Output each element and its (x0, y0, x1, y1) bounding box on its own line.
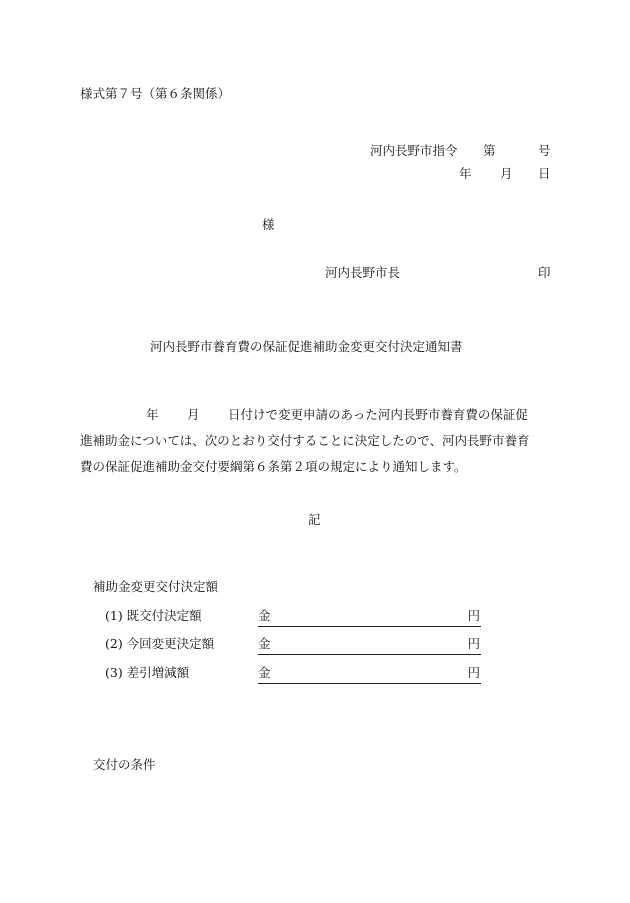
amount-item-label-current-change: (2) 今回変更決定額 (105, 636, 215, 651)
document-title: 河内長野市養育費の保証促進補助金変更交付決定通知書 (150, 339, 463, 354)
amount-prefix: 金 (258, 608, 271, 623)
form-number: 様式第７号（第６条関係） (80, 86, 231, 101)
amount-field-existing[interactable] (258, 610, 481, 627)
date-year-label: 年 (459, 166, 472, 181)
amount-prefix: 金 (258, 665, 271, 680)
date-day-label: 日 (538, 166, 551, 181)
ki-mark: 記 (308, 512, 321, 527)
body-line-3: 費の保証促進補助金交付要綱第６条第２項の規定により通知します。 (80, 459, 467, 474)
amount-field-current-change[interactable] (258, 638, 481, 655)
seal-mark: 印 (538, 265, 551, 280)
amount-item-label-difference: (3) 差引増減額 (105, 665, 190, 680)
amount-field-difference[interactable] (258, 667, 481, 684)
amount-prefix: 金 (258, 636, 271, 651)
sender-name: 河内長野市長 (325, 265, 401, 280)
amount-suffix: 円 (467, 636, 480, 651)
amount-suffix: 円 (467, 665, 480, 680)
body-line-2: 進補助金については、次のとおり交付することに決定したので、河内長野市養育 (80, 433, 530, 448)
date-month-label: 月 (500, 166, 513, 181)
recipient-honorific: 様 (262, 217, 275, 232)
command-number-go: 号 (538, 143, 551, 158)
amount-suffix: 円 (467, 608, 480, 623)
amounts-section-heading: 補助金変更交付決定額 (93, 579, 219, 594)
body-year-label: 年 (146, 407, 159, 422)
conditions-section-heading: 交付の条件 (93, 757, 156, 772)
amount-item-label-existing: (1) 既交付決定額 (105, 608, 202, 623)
body-month-label: 月 (187, 407, 200, 422)
command-number-dai: 第 (483, 143, 496, 158)
body-line-1-text: 日付けで変更申請のあった河内長野市養育費の保証促 (228, 407, 528, 422)
command-number-prefix: 河内長野市指令 (370, 143, 458, 158)
